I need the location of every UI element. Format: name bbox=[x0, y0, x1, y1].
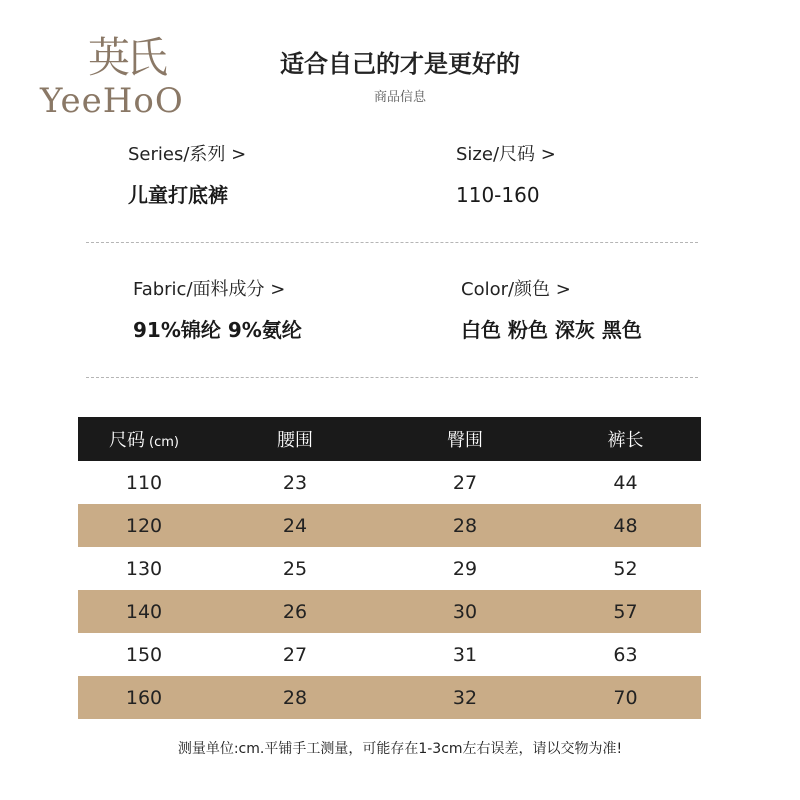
divider-bottom bbox=[86, 377, 698, 378]
table-header-row bbox=[78, 417, 701, 461]
header-size-label: 尺码 bbox=[109, 430, 146, 451]
series-value: 儿童打底裤 bbox=[128, 183, 228, 207]
brand-logo-en: YeeHoO bbox=[40, 81, 184, 121]
cell-hip: 28 bbox=[380, 504, 550, 547]
page-headline: 适合自己的才是更好的 bbox=[280, 50, 520, 78]
measurement-note: 测量单位:cm.平铺手工测量，可能存在1-3cm左右误差，请以交物为准! bbox=[177, 741, 623, 757]
size-value: 110-160 bbox=[456, 183, 540, 207]
brand-logo-cn: 英氏 bbox=[87, 33, 164, 82]
fabric-value: 91%锦纶 9%氨纶 bbox=[133, 318, 302, 342]
cell-size: 160 bbox=[78, 676, 210, 719]
table-row bbox=[78, 633, 701, 676]
cell-waist: 26 bbox=[210, 590, 380, 633]
cell-waist: 27 bbox=[282, 643, 308, 666]
cell-size: 140 bbox=[78, 590, 210, 633]
cell-hip: 27 bbox=[452, 471, 478, 494]
cell-length: 44 bbox=[613, 471, 638, 494]
header-waist: 腰围 bbox=[210, 417, 380, 461]
cell-size: 150 bbox=[125, 643, 163, 666]
header-size bbox=[78, 417, 210, 461]
cell-length: 48 bbox=[550, 504, 701, 547]
cell-size: 130 bbox=[125, 557, 163, 580]
header-hip: 臀围 bbox=[380, 417, 550, 461]
cell-size: 120 bbox=[78, 504, 210, 547]
table-row bbox=[78, 676, 701, 719]
table-row bbox=[78, 504, 701, 547]
table-row bbox=[78, 547, 701, 590]
cell-waist: 23 bbox=[282, 471, 308, 494]
cell-length: 52 bbox=[613, 557, 638, 580]
size-chart-table bbox=[78, 417, 701, 719]
table-row bbox=[78, 590, 701, 633]
table-row bbox=[78, 461, 701, 504]
size-label: Size/尺码 > bbox=[456, 144, 556, 165]
cell-hip: 29 bbox=[452, 557, 478, 580]
color-label: Color/颜色 > bbox=[461, 279, 571, 300]
series-label: Series/系列 > bbox=[128, 144, 247, 165]
cell-length: 70 bbox=[550, 676, 701, 719]
fabric-label: Fabric/面料成分 > bbox=[133, 279, 286, 300]
divider-top bbox=[86, 242, 698, 243]
header-size-unit: (cm) bbox=[149, 435, 179, 450]
cell-length: 57 bbox=[550, 590, 701, 633]
cell-hip: 32 bbox=[380, 676, 550, 719]
cell-hip: 30 bbox=[380, 590, 550, 633]
cell-length: 63 bbox=[613, 643, 638, 666]
cell-size: 110 bbox=[125, 471, 163, 494]
page-subhead: 商品信息 bbox=[373, 90, 426, 105]
header-length: 裤长 bbox=[550, 417, 701, 461]
cell-waist: 24 bbox=[210, 504, 380, 547]
color-value: 白色 粉色 深灰 黑色 bbox=[461, 318, 642, 342]
cell-waist: 28 bbox=[210, 676, 380, 719]
cell-waist: 25 bbox=[282, 557, 308, 580]
cell-hip: 31 bbox=[452, 643, 478, 666]
